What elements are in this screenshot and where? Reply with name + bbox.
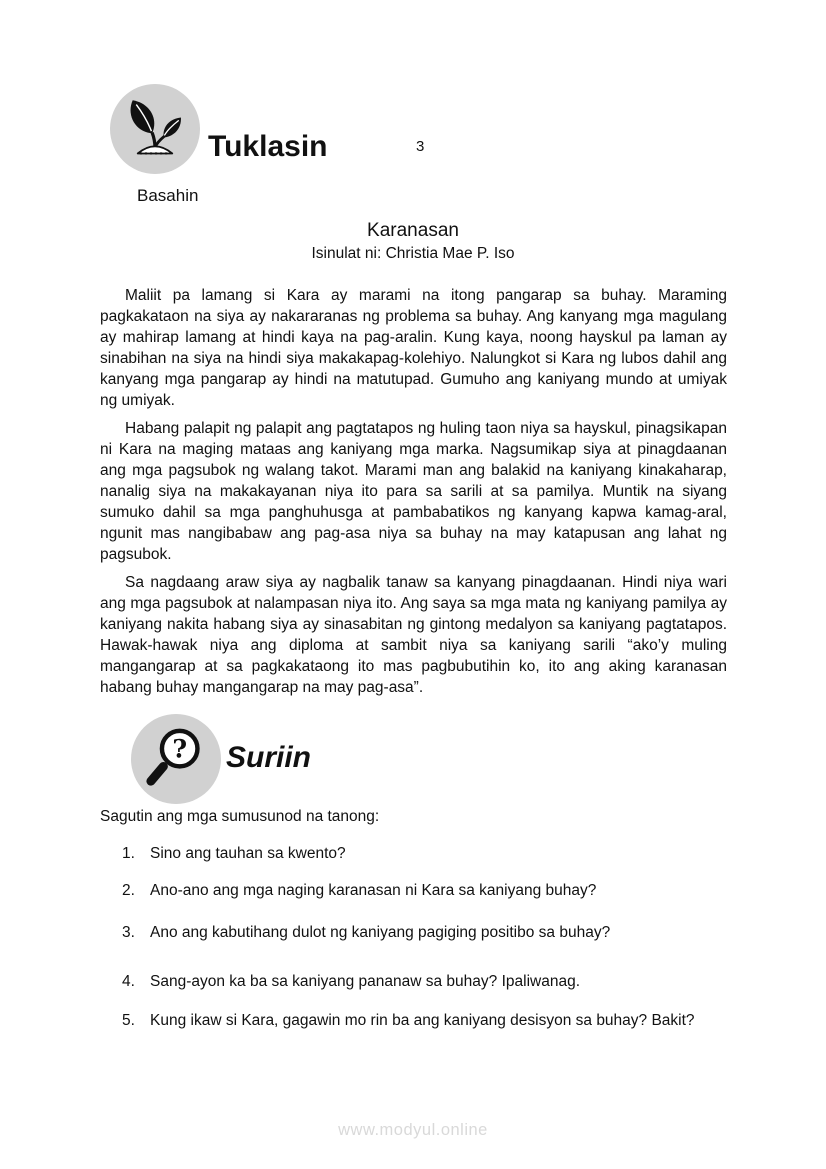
question-number: 5. [122,1012,135,1029]
question-number: 3. [122,924,135,941]
story-body [100,285,727,705]
question-item-1 [100,843,727,864]
question-item-4 [100,971,727,992]
magnifier-question-icon-graphic [139,722,213,796]
story-title: Karanasan [367,220,459,241]
seedling-icon [110,84,200,174]
question-text: Sang-ayon ka ba sa kaniyang pananaw sa buhay? Ipaliwanag. [150,973,581,990]
question-number: 1. [122,845,135,862]
question-item-5 [100,1010,727,1031]
magnifier-question-icon [131,714,221,804]
seedling-icon-graphic [119,93,191,165]
question-number: 4. [122,973,135,990]
section-title-suriin: Suriin [226,741,312,774]
question-item-2 [100,880,727,901]
question-text: Ano ang kabutihang dulot ng kaniyang pagiging positibo sa buhay? [150,924,611,941]
story-paragraph-2: Habang palapit ng palapit ang pagtatapos ng huling taon niya sa hayskul, pinagsikapan ni Kara na maging mataas ang kaniyang mga marka. Nagsumikap siya at pinagdaanan ang mga pagsubok ng walang takot. Marami man ang balakid na kaniyang kinakaharap, nanalig siya na makakayanan niya ito para sa sarili at sa pamilya. Muntik na siyang sumuko dahil sa mga panghuhusga at pambabatikos ng kanyang kapwa kamag-aral, ngunit mas nangibabaw ang pag-asa niya sa buhay na may katapusan ang lahat ng pagsubok. [100,420,727,563]
question-list [100,843,727,1031]
page-number: 3 [416,138,425,155]
question-number: 2. [122,882,135,899]
story-paragraph-3: Sa nagdaang araw siya ay nagbalik tanaw sa kanyang pinagdaanan. Hindi niya wari ang mga pagsubok at nalampasan niya ito. Ang saya sa mga mata ng kaniyang pamilya ay kaniyang nakita habang siya ay sinasabitan ng gintong medalyon sa kaniyang pagtatapos. Hawak-hawak niya ang diploma at sambit niya sa kaniyang sarili “ako’y muling mangangarap at sa pagkakataong ito mas pagbubutihin ko, ito ang aking karanasan habang buhay mangangarap na may pag-asa”. [100,574,727,696]
question-item-3 [100,922,727,943]
story-paragraph-1: Maliit pa lamang si Kara ay marami na itong pangarap sa buhay. Maraming pagkakataon na siya ay nakararanas ng problema sa buhay. Ang kanyang mga magulang ay mahirap lamang at hindi kaya na pag-aralin. Kung kaya, noong hayskul pa laman ay sinabihan na siya na hindi siya makakapag-kolehiyo. Nalungkot si Kara ng lubos dahil ang kanyang mga pangarap ay hindi na matutupad. Gumuho ang kaniyang mundo at umiyak ng umiyak. [100,287,727,409]
watermark: www.modyul.online [338,1121,488,1139]
activity-instruction: Sagutin ang mga sumusunod na tanong: [100,808,380,825]
question-text: Kung ikaw si Kara, gagawin mo rin ba ang kaniyang desisyon sa buhay? Bakit? [150,1012,695,1029]
svg-text:?: ? [172,733,188,764]
story-byline: Isinulat ni: Christia Mae P. Iso [311,245,515,262]
question-text: Ano-ano ang mga naging karanasan ni Kara sa kaniyang buhay? [150,882,597,899]
section-title-tuklasin: Tuklasin [208,130,328,163]
question-text: Sino ang tauhan sa kwento? [150,845,346,862]
subsection-label-basahin: Basahin [137,186,199,205]
